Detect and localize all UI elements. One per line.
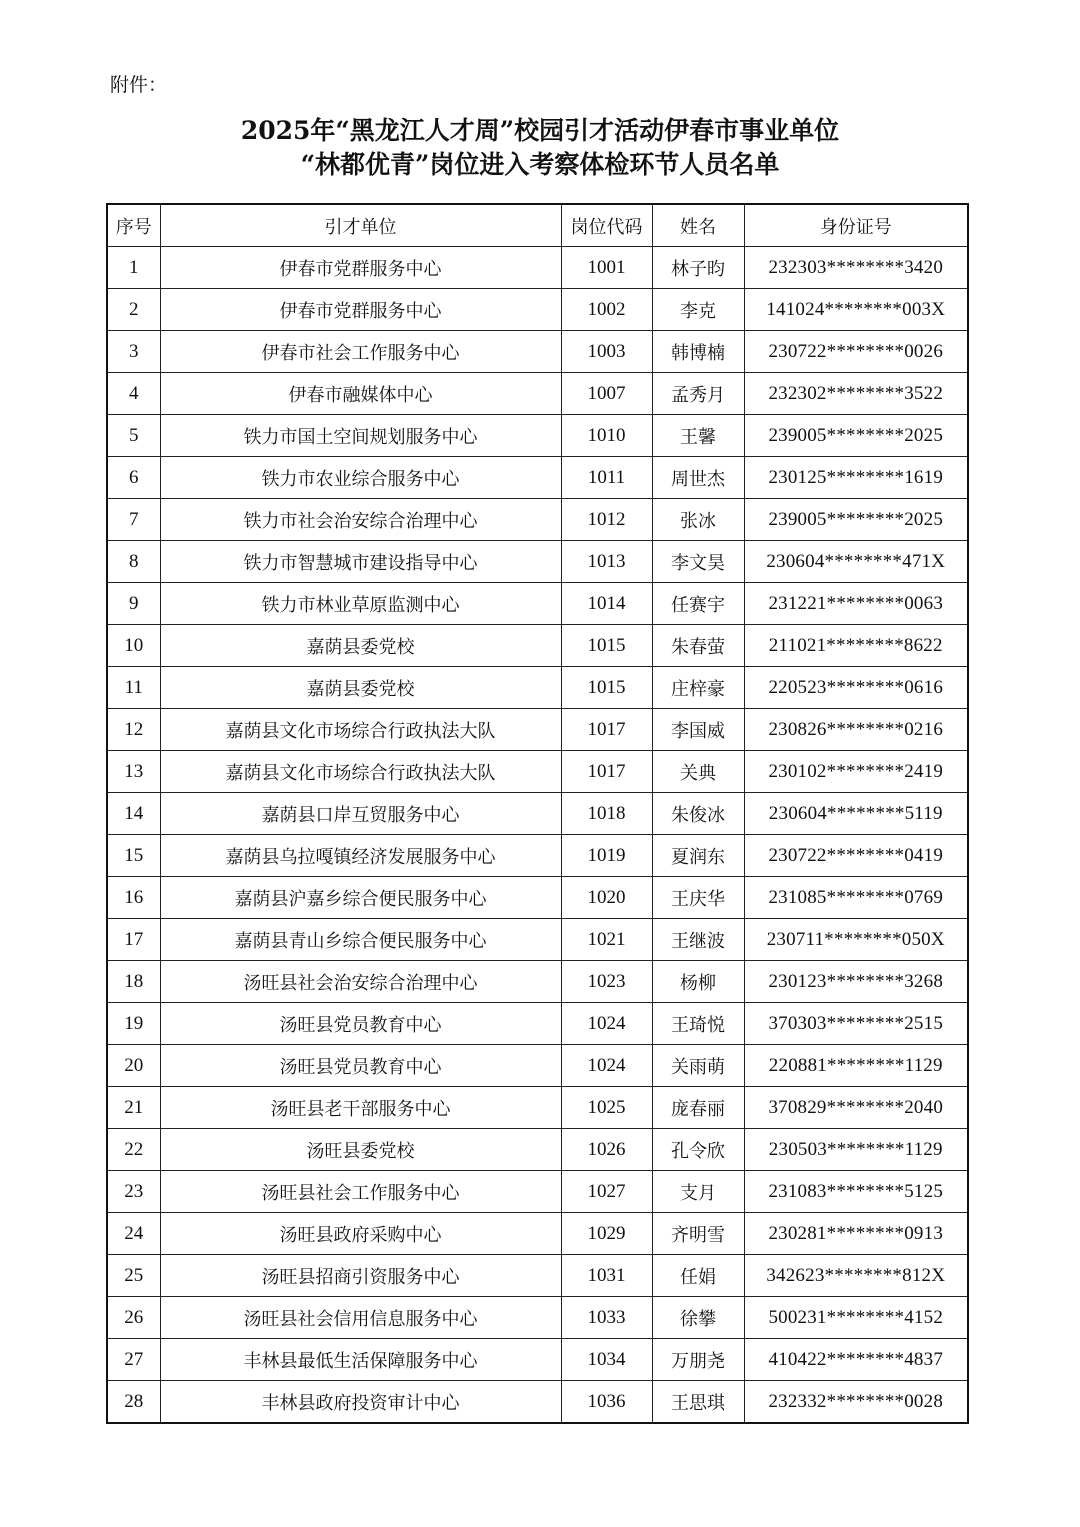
row-name: 关雨萌 [652,1045,744,1087]
row-index: 25 [107,1255,160,1297]
row-index: 1 [107,247,160,289]
row-id-number: 232302********3522 [744,373,968,415]
row-id-number: 231083********5125 [744,1171,968,1213]
row-index: 6 [107,457,160,499]
row-unit: 丰林县最低生活保障服务中心 [160,1339,561,1381]
row-position-code: 1023 [561,961,652,1003]
row-index: 15 [107,835,160,877]
row-unit: 汤旺县社会治安综合治理中心 [160,961,561,1003]
row-index: 27 [107,1339,160,1381]
row-name: 徐攀 [652,1297,744,1339]
table-row [107,1129,968,1171]
row-position-code: 1015 [561,667,652,709]
row-position-code: 1007 [561,373,652,415]
row-index: 7 [107,499,160,541]
row-unit: 嘉荫县文化市场综合行政执法大队 [160,709,561,751]
row-position-code: 1025 [561,1087,652,1129]
header-index: 序号 [107,204,160,247]
row-position-code: 1013 [561,541,652,583]
row-name: 李国威 [652,709,744,751]
row-id-number: 230604********5119 [744,793,968,835]
table-row [107,709,968,751]
table-row [107,835,968,877]
header-name: 姓名 [652,204,744,247]
row-name: 朱俊冰 [652,793,744,835]
row-unit: 嘉荫县青山乡综合便民服务中心 [160,919,561,961]
row-name: 任赛宇 [652,583,744,625]
row-index: 2 [107,289,160,331]
row-id-number: 230102********2419 [744,751,968,793]
row-unit: 嘉荫县沪嘉乡综合便民服务中心 [160,877,561,919]
row-unit: 汤旺县党员教育中心 [160,1045,561,1087]
row-position-code: 1020 [561,877,652,919]
row-name: 任娟 [652,1255,744,1297]
row-position-code: 1034 [561,1339,652,1381]
table-row [107,1381,968,1424]
header-position-code: 岗位代码 [561,204,652,247]
row-id-number: 239005********2025 [744,499,968,541]
row-id-number: 370303********2515 [744,1003,968,1045]
row-name: 王琦悦 [652,1003,744,1045]
document-title-line-2: “林都优青”岗位进入考察体检环节人员名单 [300,150,780,179]
row-unit: 嘉荫县口岸互贸服务中心 [160,793,561,835]
row-index: 10 [107,625,160,667]
row-id-number: 230722********0026 [744,331,968,373]
row-unit: 嘉荫县文化市场综合行政执法大队 [160,751,561,793]
row-id-number: 232332********0028 [744,1381,968,1424]
row-position-code: 1015 [561,625,652,667]
row-id-number: 230503********1129 [744,1129,968,1171]
table-row [107,499,968,541]
table-row [107,1339,968,1381]
header-id-number: 身份证号 [744,204,968,247]
row-unit: 汤旺县社会信用信息服务中心 [160,1297,561,1339]
table-row [107,1255,968,1297]
row-index: 21 [107,1087,160,1129]
row-id-number: 231221********0063 [744,583,968,625]
row-position-code: 1017 [561,751,652,793]
row-id-number: 230826********0216 [744,709,968,751]
row-name: 万朋尧 [652,1339,744,1381]
table-row [107,331,968,373]
row-name: 朱春萤 [652,625,744,667]
row-unit: 汤旺县招商引资服务中心 [160,1255,561,1297]
row-position-code: 1024 [561,1045,652,1087]
header-unit: 引才单位 [160,204,561,247]
row-position-code: 1001 [561,247,652,289]
row-position-code: 1036 [561,1381,652,1424]
table-row [107,583,968,625]
attachment-label: 附件： [110,74,168,96]
table-row [107,1045,968,1087]
row-unit: 汤旺县党员教育中心 [160,1003,561,1045]
row-name: 李文昊 [652,541,744,583]
row-position-code: 1024 [561,1003,652,1045]
row-position-code: 1002 [561,289,652,331]
table-row [107,625,968,667]
table-row [107,793,968,835]
row-id-number: 220523********0616 [744,667,968,709]
row-name: 韩博楠 [652,331,744,373]
row-index: 26 [107,1297,160,1339]
row-index: 22 [107,1129,160,1171]
row-index: 18 [107,961,160,1003]
row-position-code: 1014 [561,583,652,625]
row-name: 张冰 [652,499,744,541]
row-unit: 铁力市国土空间规划服务中心 [160,415,561,457]
row-position-code: 1011 [561,457,652,499]
table-row [107,1003,968,1045]
row-unit: 铁力市智慧城市建设指导中心 [160,541,561,583]
row-index: 19 [107,1003,160,1045]
row-name: 杨柳 [652,961,744,1003]
row-name: 王继波 [652,919,744,961]
row-position-code: 1017 [561,709,652,751]
row-id-number: 141024********003X [744,289,968,331]
table-row [107,877,968,919]
table-body [107,247,968,1424]
row-name: 李克 [652,289,744,331]
row-unit: 铁力市农业综合服务中心 [160,457,561,499]
row-unit: 汤旺县政府采购中心 [160,1213,561,1255]
row-id-number: 232303********3420 [744,247,968,289]
personnel-table [106,203,969,1424]
row-id-number: 211021********8622 [744,625,968,667]
row-name: 王庆华 [652,877,744,919]
row-position-code: 1021 [561,919,652,961]
row-id-number: 410422********4837 [744,1339,968,1381]
row-index: 17 [107,919,160,961]
row-index: 20 [107,1045,160,1087]
row-unit: 铁力市社会治安综合治理中心 [160,499,561,541]
row-unit: 嘉荫县委党校 [160,667,561,709]
row-name: 齐明雪 [652,1213,744,1255]
row-name: 夏润东 [652,835,744,877]
row-unit: 伊春市社会工作服务中心 [160,331,561,373]
table-row [107,919,968,961]
row-unit: 汤旺县社会工作服务中心 [160,1171,561,1213]
row-name: 庞春丽 [652,1087,744,1129]
row-id-number: 220881********1129 [744,1045,968,1087]
row-unit: 嘉荫县乌拉嘎镇经济发展服务中心 [160,835,561,877]
table-row [107,247,968,289]
row-index: 23 [107,1171,160,1213]
row-index: 13 [107,751,160,793]
row-unit: 铁力市林业草原监测中心 [160,583,561,625]
row-position-code: 1029 [561,1213,652,1255]
row-index: 12 [107,709,160,751]
row-index: 8 [107,541,160,583]
row-position-code: 1027 [561,1171,652,1213]
row-unit: 汤旺县老干部服务中心 [160,1087,561,1129]
row-position-code: 1019 [561,835,652,877]
row-unit: 伊春市融媒体中心 [160,373,561,415]
row-id-number: 500231********4152 [744,1297,968,1339]
document-title-line-1: 2025年“黑龙江人才周”校园引才活动伊春市事业单位 [240,116,840,145]
row-id-number: 230281********0913 [744,1213,968,1255]
row-index: 14 [107,793,160,835]
row-name: 支月 [652,1171,744,1213]
row-position-code: 1018 [561,793,652,835]
row-unit: 丰林县政府投资审计中心 [160,1381,561,1424]
table-row [107,373,968,415]
table-row [107,961,968,1003]
row-id-number: 230123********3268 [744,961,968,1003]
row-position-code: 1012 [561,499,652,541]
row-id-number: 230604********471X [744,541,968,583]
table-row [107,1297,968,1339]
row-index: 16 [107,877,160,919]
table-row [107,541,968,583]
table-row [107,1213,968,1255]
row-name: 庄梓豪 [652,667,744,709]
row-index: 28 [107,1381,160,1424]
row-position-code: 1031 [561,1255,652,1297]
row-id-number: 230125********1619 [744,457,968,499]
table-row [107,457,968,499]
row-unit: 伊春市党群服务中心 [160,247,561,289]
row-index: 9 [107,583,160,625]
table-row [107,667,968,709]
row-position-code: 1026 [561,1129,652,1171]
row-name: 林子昀 [652,247,744,289]
table-row [107,289,968,331]
row-name: 周世杰 [652,457,744,499]
row-unit: 嘉荫县委党校 [160,625,561,667]
row-index: 5 [107,415,160,457]
row-id-number: 230711********050X [744,919,968,961]
table-row [107,415,968,457]
row-index: 24 [107,1213,160,1255]
row-id-number: 231085********0769 [744,877,968,919]
row-id-number: 342623********812X [744,1255,968,1297]
table-row [107,1087,968,1129]
row-position-code: 1010 [561,415,652,457]
row-index: 11 [107,667,160,709]
row-name: 王思琪 [652,1381,744,1424]
row-unit: 伊春市党群服务中心 [160,289,561,331]
row-index: 3 [107,331,160,373]
row-index: 4 [107,373,160,415]
table-row [107,751,968,793]
row-id-number: 239005********2025 [744,415,968,457]
table-row [107,1171,968,1213]
row-position-code: 1033 [561,1297,652,1339]
row-unit: 汤旺县委党校 [160,1129,561,1171]
row-name: 关典 [652,751,744,793]
row-name: 孔令欣 [652,1129,744,1171]
table-header-row [107,204,968,247]
row-id-number: 230722********0419 [744,835,968,877]
row-name: 孟秀月 [652,373,744,415]
row-id-number: 370829********2040 [744,1087,968,1129]
row-name: 王馨 [652,415,744,457]
row-position-code: 1003 [561,331,652,373]
